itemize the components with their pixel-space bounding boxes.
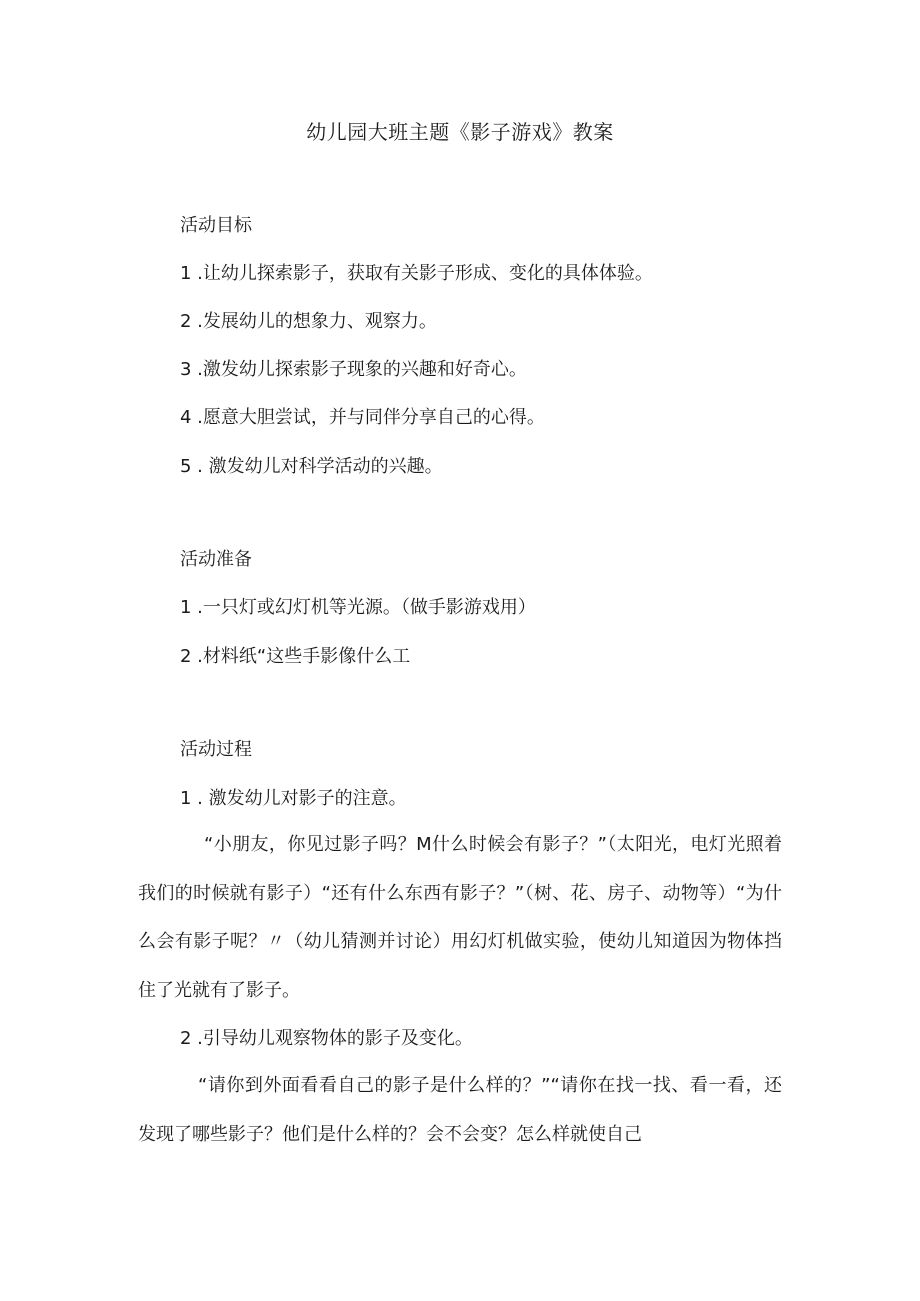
prep-item-2: 2 .材料纸“这些手影像什么工 bbox=[180, 646, 411, 667]
process-paragraph-1: “小朋友，你见过影子吗？M什么时候会有影子？”（太阳光，电灯光照着我们的时候就有影子）“还有什么东西有影子？”（树、花、房子、动物等）“为什么会有影子呢？〃（幼儿猜测并讨论）用幻灯机做实验，使幼儿知道因为物体挡住了光就有了影子。 bbox=[138, 834, 782, 1001]
section-heading-prep: 活动准备 bbox=[180, 549, 252, 570]
section-heading-process: 活动过程 bbox=[180, 739, 252, 760]
prep-item-1: 1 .一只灯或幻灯机等光源。（做手影游戏用） bbox=[180, 597, 536, 618]
goal-item-5: 5 . 激发幼儿对科学活动的兴趣。 bbox=[180, 456, 443, 477]
process-step-1: 1 . 激发幼儿对影子的注意。 bbox=[180, 788, 407, 809]
goal-item-4: 4 .愿意大胆尝试，并与同伴分享自己的心得。 bbox=[180, 407, 545, 428]
section-heading-goals: 活动目标 bbox=[180, 215, 252, 236]
goal-item-1: 1 .让幼儿探索影子，获取有关影子形成、变化的具体体验。 bbox=[180, 263, 653, 284]
process-paragraph-2: “请你到外面看看自己的影子是什么样的？”“请你在找一找、看一看，还发现了哪些影子？他们是什么样的？会不会变？怎么样就使自己 bbox=[138, 1075, 782, 1145]
process-step-2: 2 .引导幼儿观察物体的影子及变化。 bbox=[180, 1028, 473, 1049]
goal-item-3: 3 .激发幼儿探索影子现象的兴趣和好奇心。 bbox=[180, 359, 527, 380]
goal-item-2: 2 .发展幼儿的想象力、观察力。 bbox=[180, 311, 437, 332]
document-title: 幼儿园大班主题《影子游戏》教案 bbox=[306, 120, 614, 144]
